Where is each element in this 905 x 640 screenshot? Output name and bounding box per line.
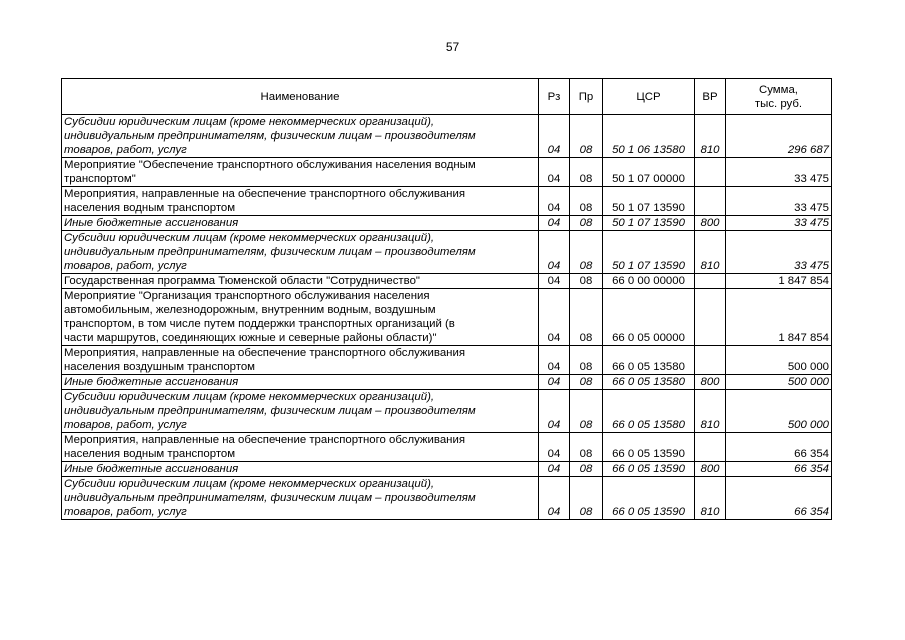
cell-sum: 1 847 854 <box>726 289 832 346</box>
cell-pr: 08 <box>570 187 603 216</box>
cell-sum: 66 354 <box>726 477 832 520</box>
cell-csr: 50 1 06 13580 <box>603 115 695 158</box>
cell-vr <box>695 289 726 346</box>
cell-csr: 50 1 07 00000 <box>603 158 695 187</box>
cell-sum: 1 847 854 <box>726 274 832 289</box>
cell-csr: 50 1 07 13590 <box>603 231 695 274</box>
header-name: Наименование <box>62 79 539 115</box>
cell-vr: 800 <box>695 216 726 231</box>
cell-vr: 810 <box>695 390 726 433</box>
cell-vr <box>695 346 726 375</box>
table-row <box>62 187 832 216</box>
row-label: Иные бюджетные ассигнования <box>64 376 239 388</box>
cell-name <box>62 289 539 346</box>
cell-rz: 04 <box>539 375 570 390</box>
cell-name <box>62 375 539 390</box>
cell-name <box>62 274 539 289</box>
header-sum <box>726 79 832 115</box>
row-label: Мероприятие "Обеспечение транспортного обслуживания населения водным транспортом" <box>64 159 476 185</box>
table-row <box>62 462 832 477</box>
cell-rz: 04 <box>539 187 570 216</box>
cell-rz: 04 <box>539 390 570 433</box>
cell-rz: 04 <box>539 462 570 477</box>
cell-sum: 296 687 <box>726 115 832 158</box>
table-row <box>62 231 832 274</box>
table-row <box>62 274 832 289</box>
cell-csr: 66 0 05 13580 <box>603 375 695 390</box>
cell-vr: 800 <box>695 462 726 477</box>
header-csr: ЦСР <box>603 79 695 115</box>
cell-vr <box>695 433 726 462</box>
table-row <box>62 158 832 187</box>
cell-vr <box>695 158 726 187</box>
table-body <box>62 115 832 520</box>
cell-csr: 50 1 07 13590 <box>603 216 695 231</box>
row-label: Государственная программа Тюменской области "Сотрудничество" <box>64 275 420 287</box>
cell-sum: 500 000 <box>726 375 832 390</box>
cell-vr <box>695 274 726 289</box>
cell-pr: 08 <box>570 390 603 433</box>
table-row <box>62 346 832 375</box>
cell-name <box>62 346 539 375</box>
cell-sum: 500 000 <box>726 346 832 375</box>
cell-rz: 04 <box>539 231 570 274</box>
cell-rz: 04 <box>539 216 570 231</box>
cell-sum: 500 000 <box>726 390 832 433</box>
cell-vr: 810 <box>695 477 726 520</box>
cell-name <box>62 216 539 231</box>
cell-pr: 08 <box>570 115 603 158</box>
cell-pr: 08 <box>570 231 603 274</box>
cell-pr: 08 <box>570 216 603 231</box>
cell-pr: 08 <box>570 375 603 390</box>
table-row <box>62 375 832 390</box>
cell-sum: 66 354 <box>726 433 832 462</box>
cell-name <box>62 477 539 520</box>
cell-pr: 08 <box>570 289 603 346</box>
cell-rz: 04 <box>539 433 570 462</box>
cell-name <box>62 187 539 216</box>
row-label: Мероприятия, направленные на обеспечение транспортного обслуживания населения воздушным транспортом <box>64 347 465 373</box>
cell-csr: 50 1 07 13590 <box>603 187 695 216</box>
table-row <box>62 433 832 462</box>
cell-sum: 33 475 <box>726 231 832 274</box>
cell-rz: 04 <box>539 274 570 289</box>
cell-name <box>62 158 539 187</box>
cell-pr: 08 <box>570 274 603 289</box>
row-label: Субсидии юридическим лицам (кроме некоммерческих организаций), индивидуальным предпринимателям, физическим лицам – производителям товаров, работ, услуг <box>64 116 476 156</box>
cell-csr: 66 0 05 13580 <box>603 390 695 433</box>
cell-csr: 66 0 05 13590 <box>603 477 695 520</box>
row-label: Мероприятие "Организация транспортного обслуживания населения автомобильным, железнодорожным, внутренним водным, воздушным транспортом, в том числе путем поддержки транспортных организаций (в части маршрутов, соединяющих южные и северные районы области)" <box>64 290 455 344</box>
table-header-row <box>62 79 832 115</box>
cell-vr <box>695 187 726 216</box>
table-row <box>62 390 832 433</box>
cell-name <box>62 462 539 477</box>
row-label: Иные бюджетные ассигнования <box>64 217 239 229</box>
budget-table <box>61 78 832 520</box>
cell-csr: 66 0 05 13580 <box>603 346 695 375</box>
cell-vr: 810 <box>695 231 726 274</box>
cell-sum: 33 475 <box>726 216 832 231</box>
cell-csr: 66 0 00 00000 <box>603 274 695 289</box>
header-vr: ВР <box>695 79 726 115</box>
cell-csr: 66 0 05 00000 <box>603 289 695 346</box>
cell-rz: 04 <box>539 289 570 346</box>
row-label: Мероприятия, направленные на обеспечение транспортного обслуживания населения водным транспортом <box>64 434 465 460</box>
cell-sum: 33 475 <box>726 187 832 216</box>
cell-csr: 66 0 05 13590 <box>603 462 695 477</box>
cell-pr: 08 <box>570 158 603 187</box>
cell-pr: 08 <box>570 462 603 477</box>
cell-rz: 04 <box>539 158 570 187</box>
row-label: Иные бюджетные ассигнования <box>64 463 239 475</box>
table-row <box>62 477 832 520</box>
cell-name <box>62 115 539 158</box>
header-pr: Пр <box>570 79 603 115</box>
cell-sum: 33 475 <box>726 158 832 187</box>
cell-sum: 66 354 <box>726 462 832 477</box>
cell-rz: 04 <box>539 477 570 520</box>
cell-pr: 08 <box>570 346 603 375</box>
cell-name <box>62 433 539 462</box>
row-label: Субсидии юридическим лицам (кроме некоммерческих организаций), индивидуальным предпринимателям, физическим лицам – производителям товаров, работ, услуг <box>64 478 476 518</box>
cell-rz: 04 <box>539 346 570 375</box>
cell-pr: 08 <box>570 477 603 520</box>
cell-csr: 66 0 05 13590 <box>603 433 695 462</box>
table-row <box>62 289 832 346</box>
cell-pr: 08 <box>570 433 603 462</box>
row-label: Субсидии юридическим лицам (кроме некоммерческих организаций), индивидуальным предпринимателям, физическим лицам – производителям товаров, работ, услуг <box>64 232 476 272</box>
table-row <box>62 115 832 158</box>
cell-vr: 800 <box>695 375 726 390</box>
header-sum-label: Сумма, тыс. руб. <box>754 83 803 110</box>
row-label: Субсидии юридическим лицам (кроме некоммерческих организаций), индивидуальным предпринимателям, физическим лицам – производителям товаров, работ, услуг <box>64 391 476 431</box>
header-rz: Рз <box>539 79 570 115</box>
cell-rz: 04 <box>539 115 570 158</box>
cell-name <box>62 390 539 433</box>
cell-name <box>62 231 539 274</box>
cell-vr: 810 <box>695 115 726 158</box>
page-number: 57 <box>445 40 460 54</box>
row-label: Мероприятия, направленные на обеспечение транспортного обслуживания населения водным транспортом <box>64 188 465 214</box>
table-row <box>62 216 832 231</box>
